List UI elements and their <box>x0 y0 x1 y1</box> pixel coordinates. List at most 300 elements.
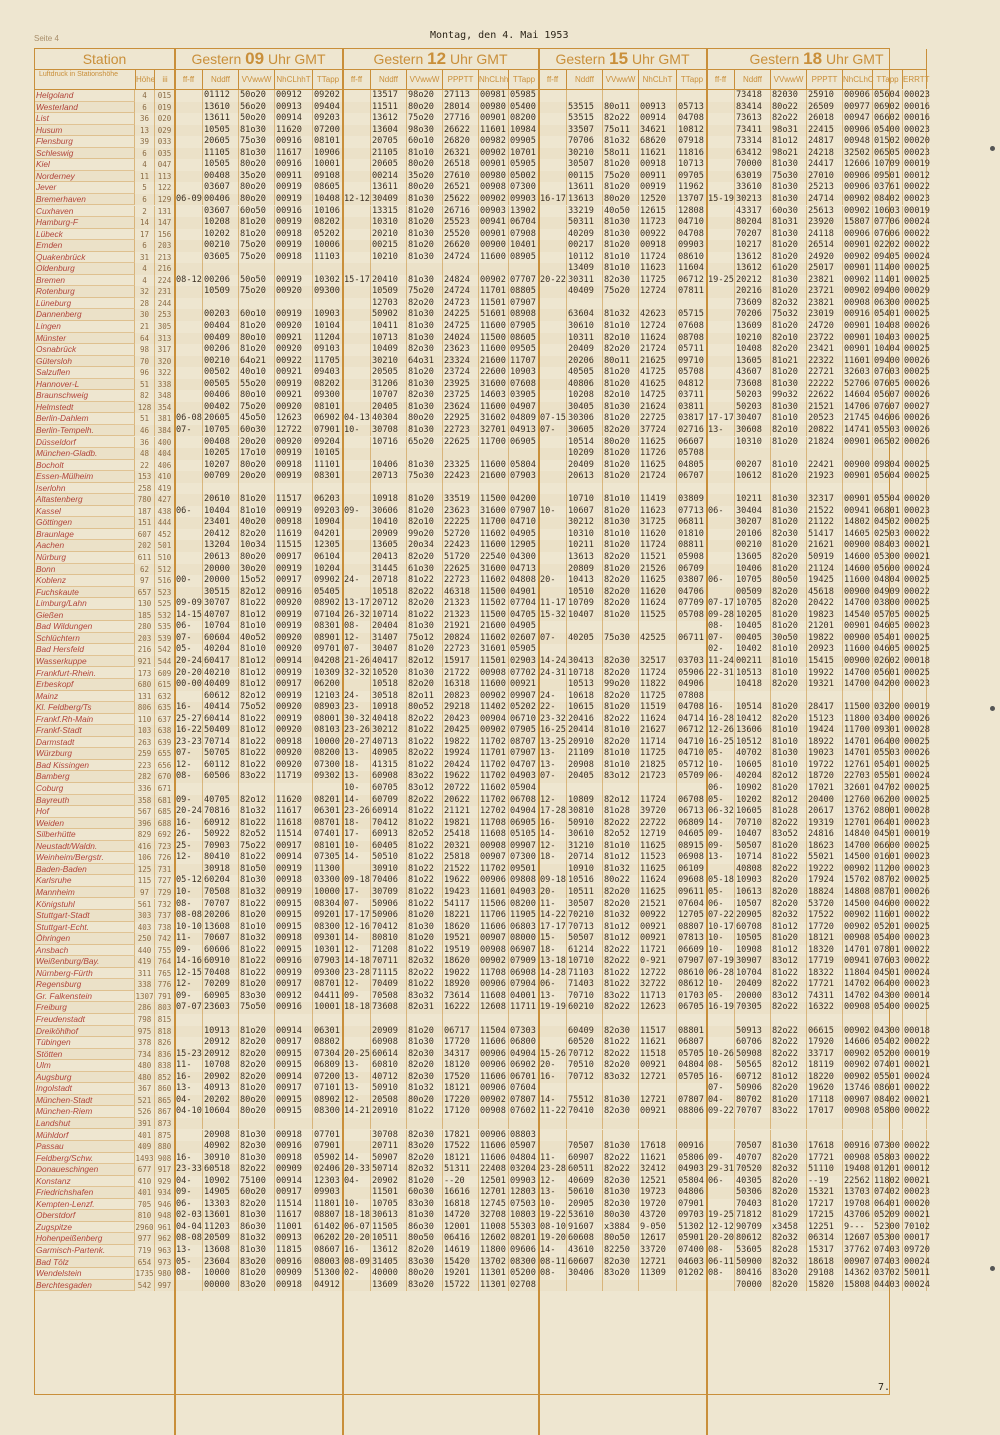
obs-cell: 40205 <box>567 633 603 645</box>
obs-cell: 82o20 <box>603 668 639 680</box>
obs-cell: 05906 <box>677 668 707 680</box>
obs-cell: 10310 <box>735 437 771 449</box>
obs-cell: 05- <box>707 887 735 899</box>
obs-cell <box>873 448 903 460</box>
obs-cell: 08701 <box>873 887 903 899</box>
obs-cell: 11800 <box>843 714 873 726</box>
obs-cell: 20705 <box>371 136 407 148</box>
station-name: Jever <box>35 182 135 194</box>
obs-cell: 00914 <box>275 113 313 125</box>
obs-cell: 11802 <box>873 1176 903 1188</box>
obs-cell: 23-32 <box>540 713 566 724</box>
obs-cell: 04603 <box>677 1257 707 1269</box>
obs-cell: 09300 <box>313 286 343 298</box>
obs-cell: 05600 <box>873 564 903 576</box>
table-row <box>35 344 930 356</box>
obs-cell: 13746 <box>843 1083 873 1095</box>
obs-cell <box>343 564 371 576</box>
obs-cell <box>707 171 735 183</box>
obs-cell: 09301 <box>873 725 903 737</box>
obs-cell: 08403 <box>873 540 903 552</box>
obs-cell: 50203 <box>735 402 771 414</box>
obs-cell: 81o10 <box>603 263 639 275</box>
obs-cell: 82o20 <box>771 1083 807 1095</box>
obs-cell: 13612 <box>371 1245 407 1257</box>
obs-cell: 98o30 <box>407 125 443 137</box>
obs-cell: 81o20 <box>771 437 807 449</box>
obs-cell: 60409 <box>567 1026 603 1038</box>
obs-cell: 82o22 <box>239 1164 275 1176</box>
obs-cell: 81o20 <box>603 702 639 714</box>
station-height: 6 <box>135 102 155 114</box>
obs-cell: 06-32 <box>708 806 734 817</box>
station-height: 2960 <box>135 1222 154 1232</box>
obs-cell: 09710 <box>677 356 707 368</box>
obs-cell: 21600 <box>479 471 509 483</box>
obs-cell: 00919 <box>275 194 313 206</box>
obs-cell: 00907 <box>479 852 509 864</box>
obs-cell <box>567 1280 603 1292</box>
obs-cell: 00025 <box>904 598 930 609</box>
obs-cell: 40204 <box>203 644 239 656</box>
obs-cell: 00023 <box>904 505 930 516</box>
station-id: 723 <box>155 841 175 853</box>
obs-cell: 00921 <box>639 933 677 945</box>
obs-cell: 00916 <box>275 206 313 218</box>
obs-cell: 30613 <box>371 1210 407 1222</box>
obs-cell: 13204 <box>203 540 239 552</box>
obs-cell: 07401 <box>873 1060 903 1072</box>
obs-cell: 13612 <box>371 113 407 125</box>
obs-cell: 60o20 <box>239 1187 275 1199</box>
subcol-header: ff-ff <box>707 70 735 89</box>
table-row <box>35 702 930 714</box>
subcol-header: PPPTT <box>807 70 843 89</box>
station-name: Altastenberg <box>35 494 135 506</box>
obs-cell <box>343 529 371 541</box>
obs-cell: 11617 <box>275 806 313 818</box>
obs-cell: 00982 <box>479 136 509 148</box>
obs-cell: 81o20 <box>771 564 807 576</box>
obs-cell: 00021 <box>904 540 930 551</box>
obs-cell: 00019 <box>904 159 930 170</box>
obs-cell: 18121 <box>443 1153 479 1165</box>
obs-cell: 04710 <box>677 737 707 749</box>
station-name: Weiden <box>35 818 135 830</box>
obs-cell: 04502 <box>873 517 903 529</box>
obs-cell: 18920 <box>443 979 479 991</box>
obs-cell: 11501 <box>479 656 509 668</box>
obs-cell <box>539 644 567 656</box>
obs-cell: 81o10 <box>771 413 807 425</box>
obs-cell: 08- <box>707 1268 735 1280</box>
obs-cell <box>707 1130 735 1142</box>
obs-cell: 10410 <box>371 517 407 529</box>
obs-cell <box>707 1141 735 1153</box>
obs-cell: 11- <box>175 933 203 945</box>
obs-cell <box>843 1130 873 1142</box>
obs-cell: 00916 <box>275 956 313 968</box>
station-height: 1735 <box>135 1269 154 1279</box>
station-name: Husum <box>35 125 135 137</box>
obs-cell: 00023 <box>904 1187 930 1198</box>
obs-cell: 12623 <box>275 413 313 425</box>
table-row <box>35 170 930 183</box>
obs-cell <box>707 379 735 391</box>
obs-cell <box>603 1118 639 1130</box>
obs-cell: 81o20 <box>407 494 443 506</box>
obs-cell <box>539 1130 567 1142</box>
obs-cell: 81o20 <box>239 321 275 333</box>
obs-cell: 22225 <box>443 517 479 529</box>
obs-cell: 10409 <box>371 344 407 356</box>
obs-cell: 40209 <box>567 229 603 241</box>
obs-cell: 10408 <box>873 321 903 333</box>
obs-cell: 06710 <box>509 714 539 726</box>
obs-cell: 11617 <box>275 1210 313 1222</box>
obs-cell: 09701 <box>313 644 343 656</box>
obs-cell <box>343 344 371 356</box>
station-height: 311 <box>135 968 155 980</box>
obs-cell <box>539 344 567 356</box>
group-title: Gestern 18 Uhr GMT <box>707 49 926 70</box>
obs-cell <box>343 1014 371 1026</box>
obs-cell <box>509 263 539 275</box>
obs-cell: 19-22 <box>540 1210 566 1221</box>
obs-cell <box>567 621 603 633</box>
table-row <box>35 1141 930 1153</box>
obs-cell: 82o30 <box>407 1049 443 1061</box>
obs-cell: 09400 <box>873 286 903 298</box>
obs-cell: 20422 <box>807 598 843 610</box>
obs-cell: 10709 <box>873 159 903 171</box>
obs-cell: 00918 <box>639 159 677 171</box>
obs-cell: 19321 <box>807 679 843 691</box>
obs-cell: 12- <box>539 841 567 853</box>
obs-cell: 50908 <box>735 1049 771 1061</box>
obs-cell: 23603 <box>203 1002 239 1014</box>
obs-cell: 09- <box>707 1153 735 1165</box>
obs-cell <box>175 437 203 449</box>
obs-cell: 74311 <box>807 991 843 1003</box>
obs-cell: 13703 <box>843 1187 873 1199</box>
obs-cell: 00025 <box>904 759 930 770</box>
station-height: 657 <box>135 587 155 599</box>
obs-cell: 10605 <box>735 806 771 818</box>
obs-cell: 30405 <box>567 402 603 414</box>
obs-cell: 13605 <box>371 540 407 552</box>
obs-cell: 11624 <box>639 875 677 887</box>
obs-cell: 05705 <box>677 1049 707 1061</box>
obs-cell: 21124 <box>807 564 843 576</box>
obs-cell: 16222 <box>443 1002 479 1014</box>
obs-cell: 11606 <box>479 1141 509 1153</box>
obs-cell: 00919 <box>275 864 313 876</box>
obs-cell: 05201 <box>873 922 903 934</box>
table-row <box>35 483 889 495</box>
obs-cell: 73314 <box>735 136 771 148</box>
obs-cell: 81o22 <box>407 1106 443 1118</box>
group-separator <box>706 49 708 1435</box>
obs-cell: 07905 <box>509 321 539 333</box>
obs-cell: 81o12 <box>771 945 807 957</box>
obs-cell: 81o20 <box>771 252 807 264</box>
obs-cell <box>343 494 371 506</box>
obs-cell: 11625 <box>639 437 677 449</box>
obs-cell: 45o50 <box>239 413 275 425</box>
obs-cell: 20718 <box>371 575 407 587</box>
station-name: Ansbach <box>35 945 135 957</box>
obs-cell: 00025 <box>904 794 930 805</box>
table-row <box>35 1268 930 1280</box>
obs-cell: 17821 <box>443 1130 479 1142</box>
obs-cell: 10211 <box>735 494 771 506</box>
obs-cell: 06314 <box>807 1233 843 1245</box>
obs-cell: 10408 <box>313 194 343 206</box>
obs-cell: 10- <box>707 979 735 991</box>
obs-cell: 04708 <box>677 113 707 125</box>
obs-cell: 05200 <box>509 1268 539 1280</box>
station-id: 384 <box>155 425 175 437</box>
obs-cell: 00908 <box>479 945 509 957</box>
obs-cell: 60o30 <box>407 1187 443 1199</box>
obs-cell: 80o20 <box>407 159 443 171</box>
obs-cell: 05904 <box>509 783 539 795</box>
obs-cell: 23324 <box>443 356 479 368</box>
obs-cell: 60518 <box>203 1164 239 1176</box>
obs-cell: 00024 <box>904 771 930 782</box>
obs-cell <box>539 102 567 114</box>
obs-cell: 81o12 <box>239 656 275 668</box>
obs-cell: 14- <box>343 1153 371 1165</box>
obs-cell: 06-09 <box>176 193 202 204</box>
obs-cell: 03204 <box>509 1164 539 1176</box>
obs-cell: 31602 <box>479 413 509 425</box>
obs-cell: 81o10 <box>603 494 639 506</box>
station-height: 567 <box>135 806 155 818</box>
obs-cell <box>343 402 371 414</box>
obs-cell <box>807 691 843 703</box>
obs-cell: 06-08 <box>176 413 202 424</box>
obs-cell: 00024 <box>904 967 930 978</box>
obs-cell: 82250 <box>603 1245 639 1257</box>
obs-cell: 07402 <box>873 1187 903 1199</box>
obs-cell: 13- <box>539 760 567 772</box>
obs-cell: 00915 <box>275 945 313 957</box>
obs-cell: 04200 <box>509 494 539 506</box>
obs-cell: 11707 <box>509 356 539 368</box>
obs-cell: 06707 <box>677 471 707 483</box>
obs-cell <box>735 483 771 495</box>
obs-cell: 08610 <box>677 252 707 264</box>
obs-cell: 18623 <box>807 841 843 853</box>
obs-cell: 13- <box>343 1072 371 1084</box>
obs-cell: 27610 <box>443 171 479 183</box>
obs-cell: 02406 <box>313 1164 343 1176</box>
station-height: 5 <box>135 182 155 194</box>
obs-cell <box>175 113 203 125</box>
obs-cell: 60606 <box>203 945 239 957</box>
obs-cell: 82o22 <box>771 818 807 830</box>
station-name: Oberstdorf <box>35 1210 135 1222</box>
obs-cell: 05708 <box>677 610 707 622</box>
obs-cell: 08- <box>539 1268 567 1280</box>
station-height: 680 <box>135 679 155 691</box>
obs-cell: 14741 <box>843 425 873 437</box>
obs-cell: 06- <box>707 575 735 587</box>
table-row <box>35 1118 889 1130</box>
obs-cell: 81o22 <box>407 760 443 772</box>
obs-cell: 82o30 <box>239 1141 275 1153</box>
obs-cell: 81o30 <box>771 748 807 760</box>
obs-cell <box>677 1083 707 1095</box>
obs-cell: 25- <box>175 841 203 853</box>
obs-cell: 10514 <box>567 437 603 449</box>
obs-cell: 16318 <box>443 679 479 691</box>
obs-cell: 14-16 <box>176 956 202 967</box>
station-height: 921 <box>135 656 155 668</box>
obs-cell <box>539 217 567 229</box>
table-row <box>35 725 930 737</box>
obs-cell: 81o12 <box>603 852 639 864</box>
obs-cell: 43720 <box>639 1210 677 1222</box>
obs-cell: 04905 <box>509 621 539 633</box>
obs-cell <box>707 182 735 194</box>
obs-cell: 06505 <box>873 148 903 160</box>
obs-cell: 00902 <box>843 1026 873 1038</box>
obs-cell: 75o20 <box>239 240 275 252</box>
obs-cell: 81o30 <box>771 275 807 287</box>
obs-cell: 19722 <box>807 760 843 772</box>
obs-cell: 06- <box>707 506 735 518</box>
obs-cell: 81o10 <box>239 506 275 518</box>
station-id: 444 <box>155 517 175 529</box>
obs-cell: 06717 <box>443 1026 479 1038</box>
obs-cell: 20902 <box>203 1072 239 1084</box>
obs-cell: 81o20 <box>771 610 807 622</box>
subcol-header: NhCLhT <box>639 70 677 89</box>
obs-cell: 00908 <box>843 1153 873 1165</box>
obs-cell: 07304 <box>313 1049 343 1061</box>
obs-cell: 30404 <box>735 506 771 518</box>
obs-cell: 00900 <box>843 633 873 645</box>
obs-cell: 82o22 <box>771 1002 807 1014</box>
obs-cell: 09201 <box>313 910 343 922</box>
obs-cell: 60o30 <box>239 425 275 437</box>
obs-cell: 81o10 <box>771 668 807 680</box>
obs-cell: 00026 <box>904 321 930 331</box>
obs-cell: 00502 <box>203 367 239 379</box>
table-row <box>35 159 930 171</box>
obs-cell: 11624 <box>639 333 677 345</box>
obs-cell: 05400 <box>509 102 539 114</box>
obs-cell: 25910 <box>807 90 843 102</box>
obs-cell: 11625 <box>639 887 677 899</box>
obs-cell: 00981 <box>479 90 509 102</box>
station-height: 416 <box>135 841 155 853</box>
obs-cell: 00025 <box>904 274 930 285</box>
obs-cell: 23-23 <box>176 736 202 747</box>
obs-cell: 00919 <box>275 182 313 194</box>
obs-cell: 30507 <box>567 159 603 171</box>
station-id: 381 <box>155 413 175 425</box>
obs-cell: 15o52 <box>239 575 275 587</box>
obs-cell: 20824 <box>443 633 479 645</box>
obs-cell: 00402 <box>203 402 239 414</box>
obs-cell: 81o22 <box>407 945 443 957</box>
obs-cell: 55021 <box>807 852 843 864</box>
obs-cell: 06400 <box>873 979 903 991</box>
obs-cell: 08200 <box>509 899 539 911</box>
obs-cell: 70712 <box>567 1049 603 1061</box>
obs-cell: 50311 <box>567 217 603 229</box>
obs-cell: 22- <box>539 702 567 714</box>
obs-cell: 11724 <box>639 252 677 264</box>
obs-cell: 11711 <box>509 1002 539 1014</box>
obs-cell: 07-17 <box>708 598 734 609</box>
obs-cell: 81o30 <box>407 321 443 333</box>
obs-cell: 10518 <box>371 679 407 691</box>
obs-cell: 07709 <box>677 598 707 610</box>
obs-cell <box>443 263 479 275</box>
obs-cell: 20613 <box>203 552 239 564</box>
obs-cell: 07- <box>539 771 567 783</box>
station-id: 122 <box>155 182 175 194</box>
obs-cell: 00215 <box>371 240 407 252</box>
obs-cell: 70210 <box>567 910 603 922</box>
obs-cell: 11702 <box>479 771 509 783</box>
obs-cell <box>639 1014 677 1026</box>
obs-cell: 20622 <box>443 795 479 807</box>
table-row <box>35 355 930 368</box>
obs-cell: 14-28 <box>540 967 566 978</box>
table-row <box>35 933 930 945</box>
obs-cell: 43610 <box>567 1245 603 1257</box>
obs-cell: 70102 <box>904 1221 930 1232</box>
obs-cell: 00914 <box>275 1072 313 1084</box>
obs-cell: 05002 <box>509 171 539 183</box>
obs-cell: 00026 <box>904 390 930 401</box>
obs-cell <box>539 783 567 795</box>
obs-cell: 07- <box>175 425 203 437</box>
obs-cell: 75o52 <box>239 702 275 714</box>
obs-cell: 11200 <box>873 864 903 876</box>
obs-cell: 42525 <box>639 633 677 645</box>
station-height: 259 <box>135 748 155 760</box>
obs-cell <box>567 90 603 102</box>
obs-cell: 53720 <box>807 899 843 911</box>
station-id: 737 <box>155 910 175 922</box>
obs-cell: 60o10 <box>407 136 443 148</box>
obs-cell: 00025 <box>904 332 930 343</box>
obs-cell: 11606 <box>479 922 509 934</box>
obs-cell: 81o22 <box>239 852 275 864</box>
obs-cell: 81o20 <box>407 217 443 229</box>
obs-cell: 18- <box>343 818 371 830</box>
obs-cell: 81o30 <box>603 517 639 529</box>
station-name: Gütersloh <box>35 356 135 368</box>
obs-cell: 00906 <box>479 1060 509 1072</box>
obs-cell: 10302 <box>313 275 343 287</box>
obs-cell: 19622 <box>443 771 479 783</box>
obs-cell: 81o22 <box>407 725 443 737</box>
obs-cell: 80612 <box>735 1233 771 1245</box>
table-row <box>35 1037 930 1049</box>
obs-cell: 00913 <box>639 102 677 114</box>
obs-cell: 60912 <box>203 818 239 830</box>
obs-cell <box>175 1118 203 1130</box>
obs-cell: 17118 <box>807 1095 843 1107</box>
